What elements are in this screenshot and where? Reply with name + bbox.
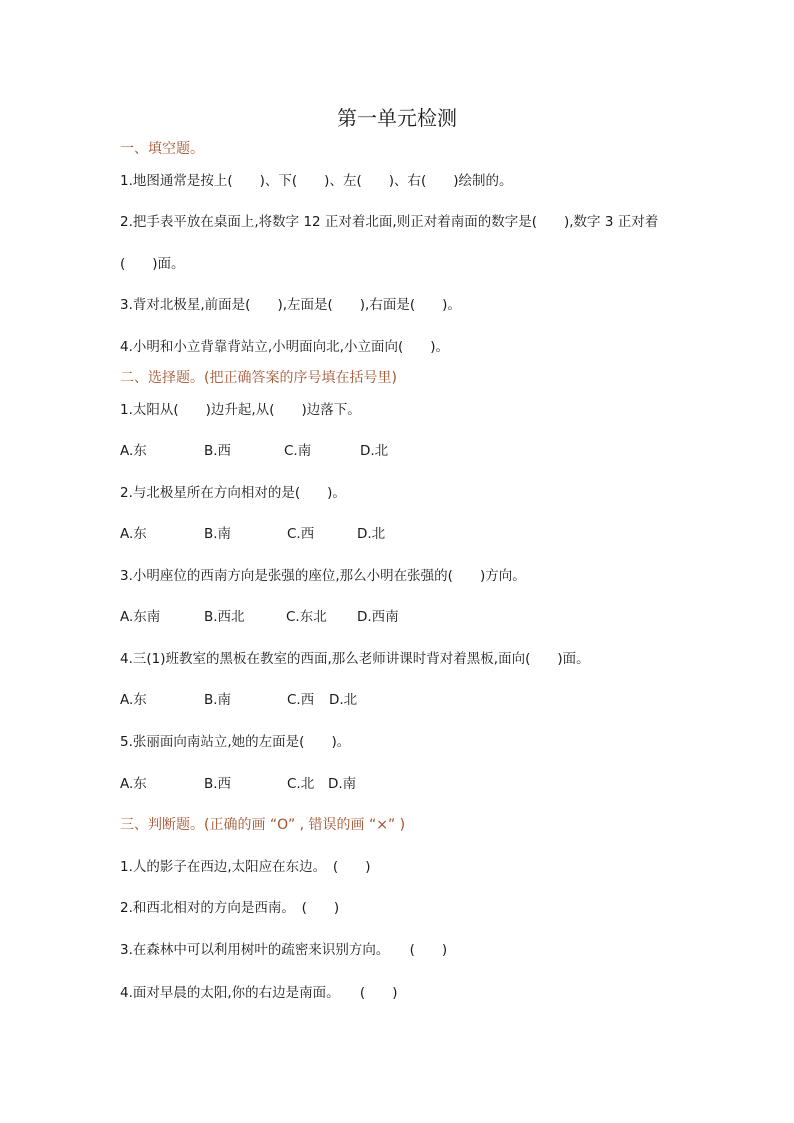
choice-question-4: 4.三(1)班教室的黑板在教室的西面,那么老师讲课时背对着黑板,面向( )面。 — [120, 651, 590, 667]
choice-question-1: 1.太阳从( )边升起,从( )边落下。 — [120, 402, 361, 418]
choice-options-3 — [120, 607, 620, 627]
choice-options-4 — [120, 690, 620, 710]
page-title: 第一单元检测 — [337, 106, 457, 130]
option-b: B.西 — [204, 443, 232, 459]
section-heading-fill-blank: 一、填空题。 — [120, 141, 204, 157]
choice-question-2: 2.与北极星所在方向相对的是( )。 — [120, 485, 346, 501]
option-b: B.西 — [204, 776, 232, 792]
section-heading-true-false: 三、判断题。(正确的画 “O” , 错误的画 “×” ) — [120, 817, 406, 833]
fill-question-3: 3.背对北极星,前面是( ),左面是( ),右面是( )。 — [120, 297, 461, 313]
fill-question-4: 4.小明和小立背靠背站立,小明面向北,小立面向( )。 — [120, 339, 449, 355]
choice-question-3: 3.小明座位的西南方向是张强的座位,那么小明在张强的( )方向。 — [120, 568, 526, 584]
option-d: D.西南 — [357, 609, 399, 625]
option-b: B.南 — [204, 692, 232, 708]
option-b: B.南 — [204, 526, 232, 542]
option-b: B.西北 — [204, 609, 245, 625]
option-a: A.东南 — [120, 609, 161, 625]
option-a: A.东 — [120, 526, 147, 542]
fill-question-2-continued: ( )面。 — [120, 256, 185, 272]
fill-question-2: 2.把手表平放在桌面上,将数字 12 正对着北面,则正对着南面的数字是( ),数字 3 正对着 — [120, 214, 659, 230]
option-a: A.东 — [120, 443, 147, 459]
fill-question-1: 1.地图通常是按上( )、下( )、左( )、右( )绘制的。 — [120, 173, 513, 189]
judge-question-3: 3.在森林中可以利用树叶的疏密来识别方向。 ( ) — [120, 942, 448, 958]
option-a: A.东 — [120, 692, 147, 708]
option-a: A.东 — [120, 776, 147, 792]
option-d: D.北 — [329, 692, 358, 708]
section-heading-multiple-choice: 二、选择题。(把正确答案的序号填在括号里) — [120, 370, 397, 386]
judge-question-1: 1.人的影子在西边,太阳应在东边。 ( ) — [120, 859, 371, 875]
option-d: D.北 — [360, 443, 389, 459]
option-c: C.南 — [284, 443, 312, 459]
option-d: D.南 — [328, 776, 357, 792]
choice-options-5 — [120, 774, 620, 794]
option-d: D.北 — [357, 526, 386, 542]
option-c: C.西 — [287, 692, 315, 708]
option-c: C.西 — [287, 526, 315, 542]
option-c: C.北 — [287, 776, 315, 792]
choice-question-5: 5.张丽面向南站立,她的左面是( )。 — [120, 734, 351, 750]
choice-options-1 — [120, 441, 620, 461]
judge-question-4: 4.面对早晨的太阳,你的右边是南面。 ( ) — [120, 985, 398, 1001]
judge-question-2: 2.和西北相对的方向是西南。 ( ) — [120, 900, 340, 916]
option-c: C.东北 — [286, 609, 327, 625]
choice-options-2 — [120, 524, 620, 544]
